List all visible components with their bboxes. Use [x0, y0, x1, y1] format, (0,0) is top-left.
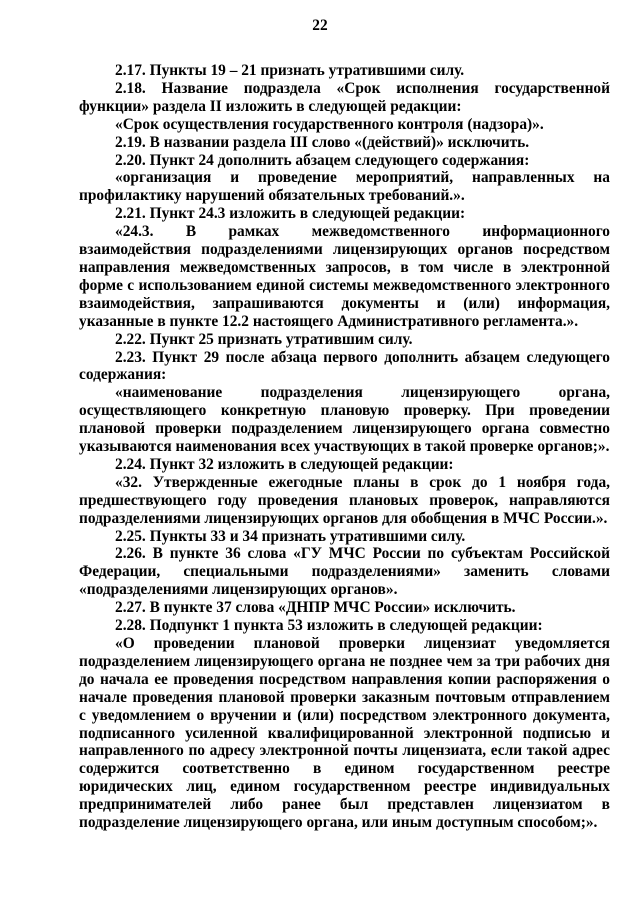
paragraph-2-23: 2.23. Пункт 29 после абзаца первого дополнить абзацем следующего содержания: — [79, 348, 610, 384]
paragraph-2-27: 2.27. В пункте 37 слова «ДНПР МЧС России» исключить. — [115, 599, 516, 617]
paragraph-2-18: 2.18. Название подраздела «Срок исполнения государственной функции» раздела II изложить в следующей редакции: — [79, 79, 610, 115]
paragraph-2-21-quote: «24.3. В рамках межведомственного информационного взаимодействия подразделениями лицензирующих органов посредством направления межведомственных запросов, в том числе в электронной форме с использованием единой системы межведомственного электронного взаимодействия, запрашиваются документы и (или) информация, указанные в пункте 12.2 настоящего Административного регламента.». — [79, 223, 610, 330]
page-number: 22 — [312, 17, 328, 34]
paragraph-2-17: 2.17. Пункты 19 – 21 признать утратившими силу. — [115, 62, 465, 79]
paragraph-2-21: 2.21. Пункт 24.3 изложить в следующей редакции: — [115, 205, 466, 223]
paragraph-2-18-quote: «Срок осуществления государственного контроля (надзора)». — [115, 115, 544, 133]
paragraph-2-26: 2.26. В пункте 36 слова «ГУ МЧС России по субъектам Российской Федерации, специальными подразделениями» заменить словами «подразделениями лицензирующих органов». — [79, 545, 610, 599]
paragraph-2-24: 2.24. Пункт 32 изложить в следующей редакции: — [115, 455, 454, 473]
paragraph-2-20-quote: «организация и проведение мероприятий, направленных на профилактику нарушений обязательных требований.». — [79, 169, 610, 205]
paragraph-2-22: 2.22. Пункт 25 признать утратившим силу. — [115, 330, 413, 348]
paragraph-2-28: 2.28. Подпункт 1 пункта 53 изложить в следующей редакции: — [115, 617, 543, 635]
document-body — [79, 62, 610, 832]
paragraph-2-20: 2.20. Пункт 24 дополнить абзацем следующего содержания: — [115, 151, 530, 169]
paragraph-2-24-quote: «32. Утвержденные ежегодные планы в срок до 1 ноября года, предшествующего году проведения плановых проверок, направляются подразделениями лицензирующих органов для обобщения в МЧС России.». — [79, 473, 610, 527]
paragraph-2-25: 2.25. Пункты 33 и 34 признать утратившими силу. — [115, 527, 466, 545]
paragraph-2-23-quote: «наименование подразделения лицензирующего органа, осуществляющего конкретную плановую проверку. При проведении плановой проверки подразделением лицензирующего органа совместно указываются наименования всех участвующих в такой проверке органов;». — [79, 384, 610, 456]
paragraph-2-19: 2.19. В названии раздела III слово «(действий)» исключить. — [115, 133, 530, 151]
paragraph-2-28-quote: «О проведении плановой проверки лицензиат уведомляется подразделением лицензирующего органа не позднее чем за три рабочих дня до начала ее проведения посредством направления копии распоряжения о начале проведения плановой проверки заказным почтовым отправлением с уведомлением о вручении и (или) посредством электронного документа, подписанного усиленной квалифицированной электронной подписью и направленного по адресу электронной почты лицензиата, если такой адрес содержится соответственно в едином государственном реестре юридических лиц, едином государственном реестре индивидуальных предпринимателей либо ранее был представлен лицензиатом в подразделение лицензирующего органа, или иным доступным способом;». — [79, 635, 610, 832]
